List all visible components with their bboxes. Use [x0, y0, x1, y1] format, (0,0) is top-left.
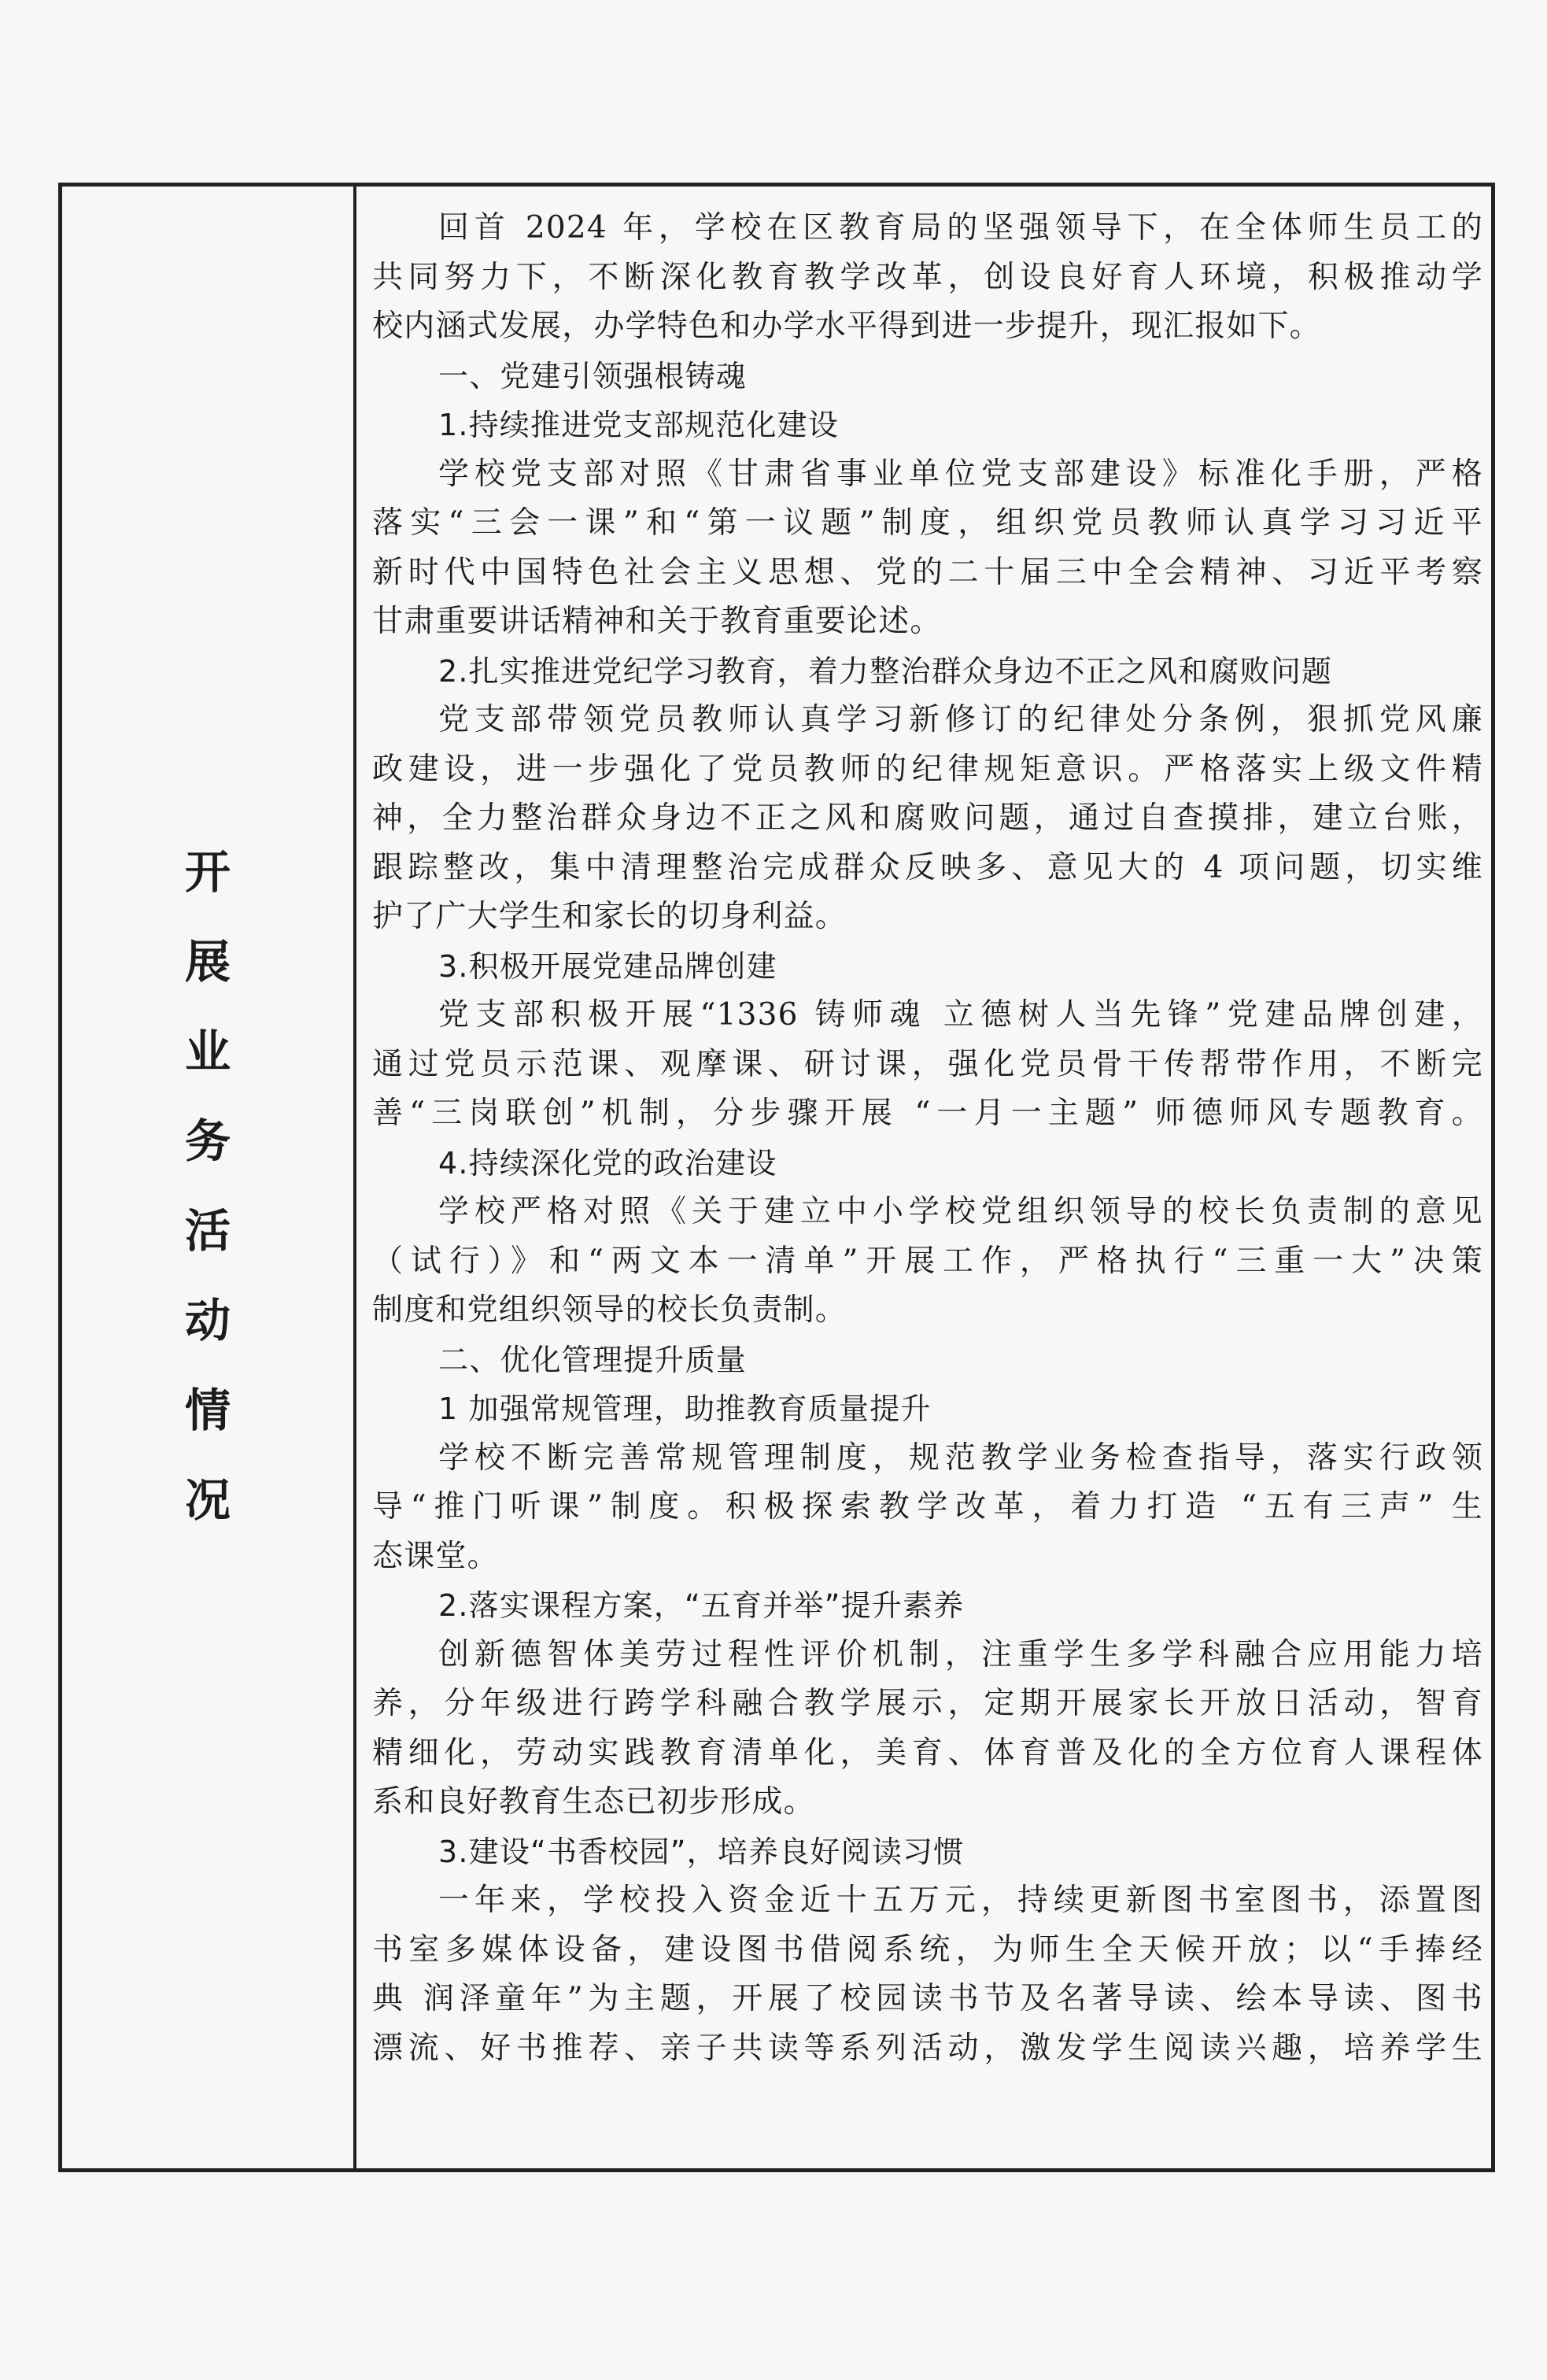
subsection-heading: 3.积极开展党建品牌创建: [438, 948, 777, 984]
text-line: （试行）》和“两文本一清单”开展工作，严格执行“三重一大”决策: [372, 1243, 1483, 1279]
text-line: 校内涵式发展，办学特色和办学水平得到进一步提升，现汇报如下。: [372, 309, 1322, 344]
text-line: 典 润泽童年”为主题，开展了校园读书节及名著导读、绘本导读、图书: [372, 1981, 1483, 2016]
report-table: [58, 183, 1495, 2172]
text-line: 系和良好教育生态已初步形成。: [372, 1784, 815, 1820]
text-line: 态课堂。: [372, 1538, 499, 1574]
text-line: 神，全力整治群众身边不正之风和腐败问题，通过自查摸排，建立台账，: [372, 800, 1483, 836]
text-line: 漂流、好书推荐、亲子共读等系列活动，激发学生阅读兴趣，培养学生: [372, 2030, 1483, 2066]
text-line: 通过党员示范课、观摩课、研讨课，强化党员骨干传帮带作用，不断完: [372, 1046, 1483, 1082]
text-line: 善“三岗联创”机制，分步骤开展 “一月一主题” 师德师风专题教育。: [372, 1096, 1483, 1131]
section-label-column: [62, 187, 356, 2168]
text-line: 共同努力下，不断深化教育教学改革，创设良好育人环境，积极推动学: [372, 259, 1483, 295]
section-heading: 一、党建引领强根铸魂: [438, 358, 748, 394]
text-line: 回首 2024 年，学校在区教育局的坚强领导下，在全体师生员工的: [438, 210, 1483, 246]
text-line: 导“推门听课”制度。积极探索教学改革，着力打造 “五有三声” 生: [372, 1489, 1483, 1524]
text-line: 党支部带领党员教师认真学习新修订的纪律处分条例，狠抓党风廉: [438, 702, 1483, 737]
section-heading: 二、优化管理提升质量: [438, 1342, 748, 1377]
section-label-char: 活: [184, 1204, 231, 1258]
text-line: 书室多媒体设备，建设图书借阅系统，为师生全天候开放；以“手捧经: [372, 1931, 1483, 1968]
text-line: 跟踪整改，集中清理整治完成群众反映多、意见大的 4 项问题，切实维: [372, 849, 1483, 885]
text-line: 新时代中国特色社会主义思想、党的二十届三中全会精神、习近平考察: [372, 554, 1483, 590]
text-line: 创新德智体美劳过程性评价机制，注重学生多学科融合应用能力培: [438, 1636, 1483, 1672]
text-line: 精细化，劳动实践教育清单化，美育、体育普及化的全方位育人课程体: [372, 1735, 1483, 1771]
text-line: 养，分年级进行跨学科融合教学展示，定期开展家长开放日活动，智育: [372, 1686, 1483, 1721]
text-line: 学校党支部对照《甘肃省事业单位党支部建设》标准化手册，严格: [438, 456, 1483, 492]
text-line: 学校不断完善常规管理制度，规范教学业务检查指导，落实行政领: [438, 1439, 1483, 1476]
section-label-char: 动: [184, 1294, 231, 1347]
text-line: 政建设，进一步强化了党员教师的纪律规矩意识。严格落实上级文件精: [372, 751, 1483, 787]
text-line: 学校严格对照《关于建立中小学校党组织领导的校长负责制的意见: [438, 1194, 1483, 1229]
section-label-char: 情: [184, 1384, 231, 1437]
text-line: 党支部积极开展“1336 铸师魂 立德树人当先锋”党建品牌创建，: [438, 997, 1483, 1033]
section-label-char: 业: [184, 1025, 231, 1078]
text-line: 落实“三会一课”和“第一议题”制度，组织党员教师认真学习习近平: [372, 505, 1483, 541]
report-content: [356, 187, 1491, 2168]
text-line: 护了广大学生和家长的切身利益。: [372, 899, 847, 934]
section-label-char: 况: [184, 1473, 231, 1527]
subsection-heading: 2.落实课程方案，“五育并举”提升素养: [438, 1588, 965, 1623]
text-line: 制度和党组织领导的校长负责制。: [372, 1292, 847, 1328]
section-label-char: 开: [184, 845, 231, 899]
text-line: 甘肃重要讲话精神和关于教育重要论述。: [372, 604, 942, 639]
subsection-heading: 2.扎实推进党纪学习教育，着力整治群众身边不正之风和腐败问题: [438, 653, 1333, 689]
section-label-char: 务: [184, 1114, 231, 1168]
section-label-char: 展: [184, 935, 231, 989]
subsection-heading: 3.建设“书香校园”，培养良好阅读习惯: [438, 1834, 965, 1869]
text-line: 一年来，学校投入资金近十五万元，持续更新图书室图书，添置图: [438, 1883, 1483, 1918]
subsection-heading: 1 加强常规管理，助推教育质量提升: [438, 1391, 932, 1426]
subsection-heading: 4.持续深化党的政治建设: [438, 1145, 777, 1181]
subsection-heading: 1.持续推进党支部规范化建设: [438, 408, 840, 442]
